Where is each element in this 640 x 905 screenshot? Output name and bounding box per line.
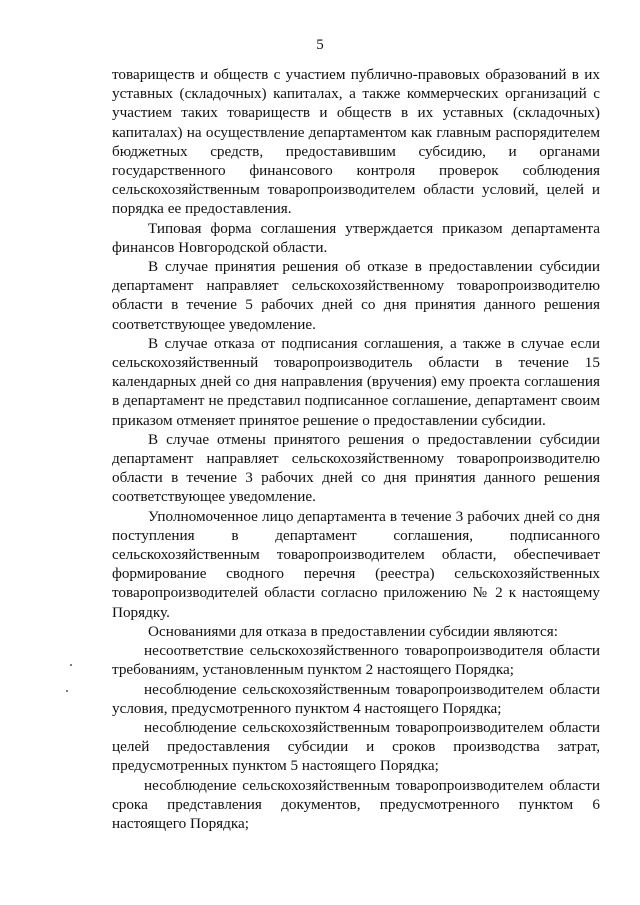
paragraph: В случае отказа от подписания соглашения, а также в случае если сельскохозяйственный товаропроизводитель области в течение 15 календарных дней со дня направления (вручения) ему проекта соглашения в департамент не представил подписанное соглашение, департамент своим приказом отменяет принятое решение о предоставлении субсидии. [112,334,600,429]
list-item: несоблюдение сельскохозяйственным товаропроизводителем области целей предоставления субсидии и сроков производства затрат, предусмотренных пунктом 5 настоящего Порядка; [112,718,600,775]
scan-speck [66,690,68,692]
paragraph: товариществ и обществ с участием публично-правовых образований в их уставных (складочных) капиталах, а также коммерческих организаций с участием таких товариществ и обществ в их уставных (складочных) капиталах) на осуществление департаментом как главным распорядителем бюджетных средств, предоставившим субсидию, и органами государственного финансового контроля проверок соблюдения сельскохозяйственным товаропроизводителем области условий, целей и порядка ее предоставления. [112,66,600,218]
paragraph: В случае принятия решения об отказе в предоставлении субсидии департамент направляет сельскохозяйственному товаропроизводителю области в течение 5 рабочих дней со дня принятия данного решения соответствующее уведомление. [112,258,600,333]
scan-speck [70,664,72,666]
document-body [112,65,600,833]
paragraph: Уполномоченное лицо департамента в течение 3 рабочих дней со дня поступления в департамент соглашения, подписанного сельскохозяйственным товаропроизводителем области, обеспечивает формирование сводного перечня (реестра) сельскохозяйственных товаропроизводителей области согласно приложению № 2 к настоящему Порядку. [112,507,600,621]
list-item: несоблюдение сельскохозяйственным товаропроизводителем области условия, предусмотренного пунктом 4 настоящего Порядка; [112,680,600,717]
paragraph: В случае отмены принятого решения о предоставлении субсидии департамент направляет сельскохозяйственному товаропроизводителю области в течение 3 рабочих дней со дня принятия данного решения соответствующее уведомление. [112,430,600,506]
list-item: несоответствие сельскохозяйственного товаропроизводителя области требованиям, установленным пунктом 2 настоящего Порядка; [112,642,600,679]
paragraph: Основаниями для отказа в предоставлении субсидии являются: [148,622,558,640]
paragraph: Типовая форма соглашения утверждается приказом департамента финансов Новгородской области. [112,219,600,256]
page-number: 5 [316,37,324,53]
list-item: несоблюдение сельскохозяйственным товаропроизводителем области срока представления документов, предусмотренного пунктом 6 настоящего Порядка; [112,776,600,832]
